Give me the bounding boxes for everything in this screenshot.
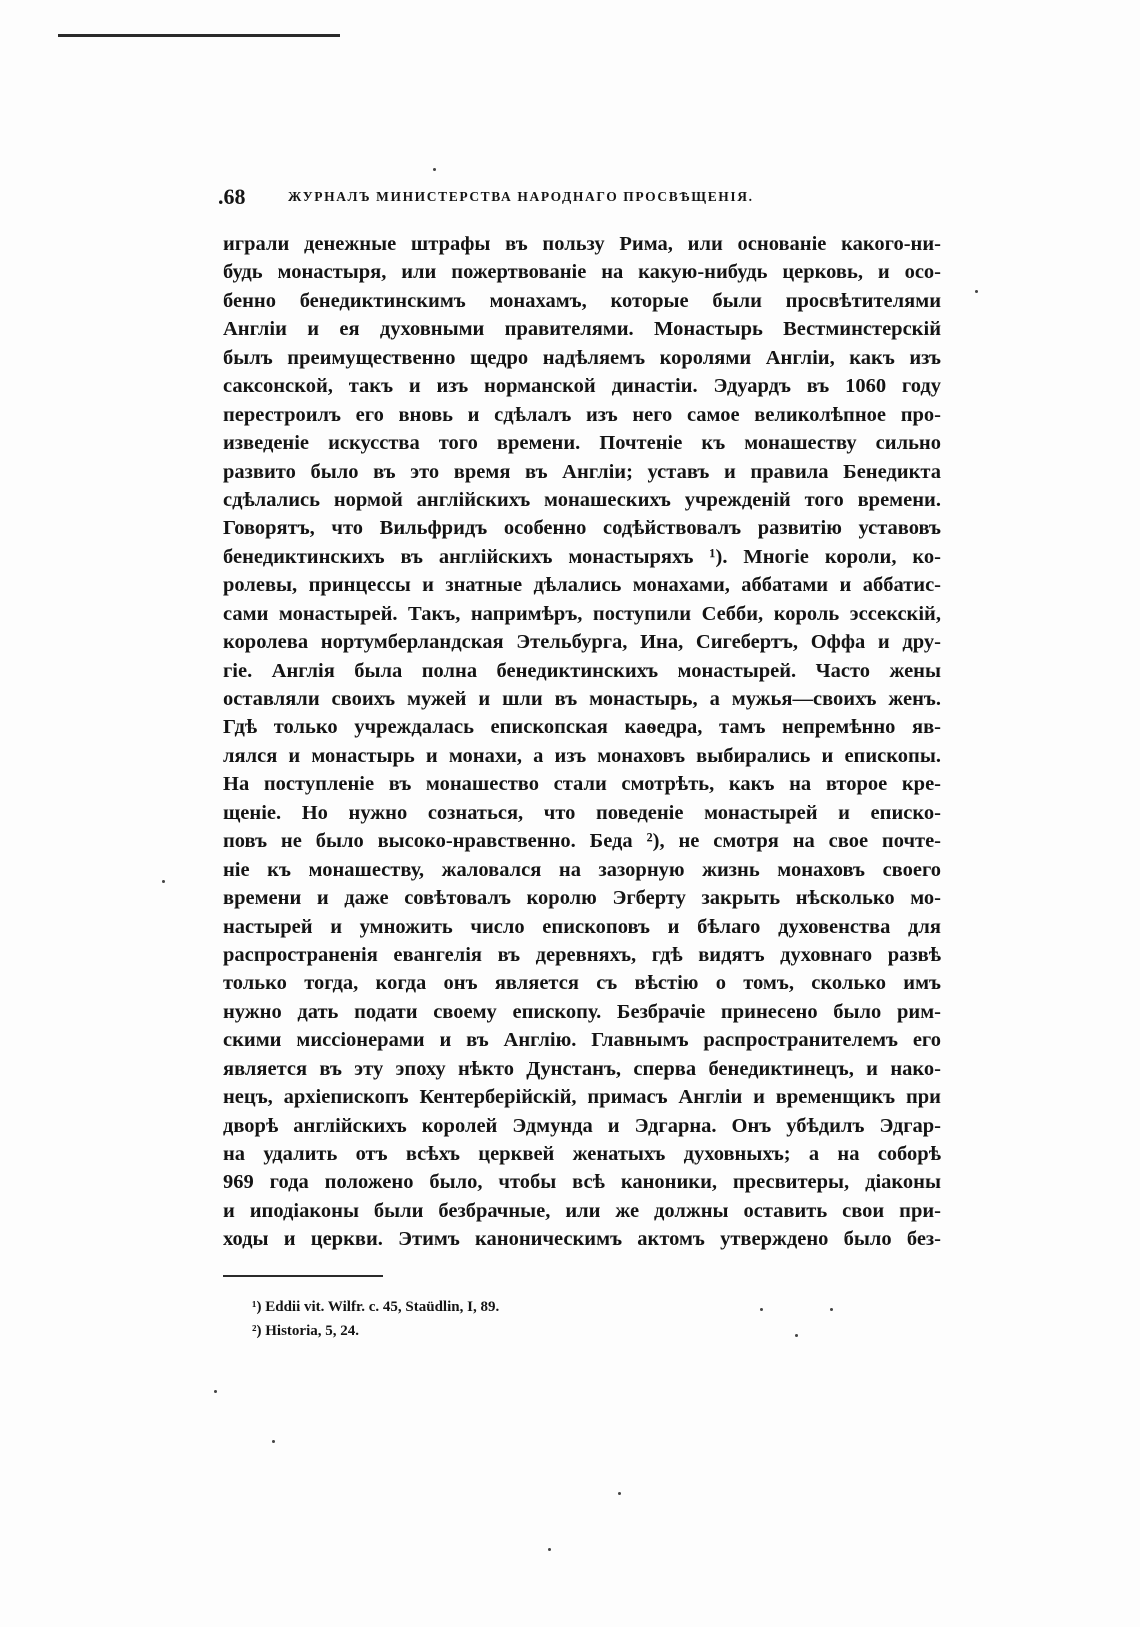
- text-line: оставляли своихъ мужей и шли въ монастырь, а мужья—своихъ женъ.: [223, 688, 941, 710]
- text-line: 969 года положено было, чтобы всѣ каноники, пресвитеры, діаконы: [223, 1171, 941, 1194]
- scan-speck: [618, 1492, 621, 1495]
- page-number: .68: [218, 184, 246, 209]
- text-line: Говорятъ, что Вильфридъ особенно содѣйствовалъ развитію уставовъ: [223, 517, 941, 540]
- scan-speck: [214, 1390, 217, 1393]
- journal-title: ЖУРНАЛЪ МИНИСТЕРСТВА НАРОДНАГО ПРОСВѢЩЕНІЯ.: [288, 189, 754, 204]
- text-line: перестроилъ его вновь и сдѣлалъ изъ него самое великолѣпное про-: [223, 403, 941, 426]
- footnote-1: ¹) Eddii vit. Wilfr. c. 45, Staüdlin, I, 89.: [252, 1299, 500, 1315]
- text-line: былъ преимущественно щедро надѣляемъ королями Англіи, какъ изъ: [223, 346, 941, 369]
- scan-speck: [433, 168, 436, 171]
- text-line: сдѣлались нормой англійскихъ монашескихъ учрежденій того времени.: [223, 488, 941, 511]
- text-line: скими миссіонерами и въ Англію. Главнымъ распространителемъ его: [223, 1029, 941, 1052]
- text-line: является въ эту эпоху нѣкто Дунстанъ, сперва бенедиктинецъ, и нако-: [223, 1057, 941, 1080]
- text-line: гіе. Англія была полна бенедиктинскихъ монастырей. Часто жены: [223, 659, 941, 682]
- text-line: ніе къ монашеству, жаловался на зазорную жизнь монаховъ своего: [223, 858, 941, 881]
- text-line: королева нортумберландская Этельбурга, Ина, Сигебертъ, Оффа и дру-: [223, 631, 941, 654]
- text-line: сами монастырей. Такъ, напримѣръ, поступили Себби, король эссекскій,: [223, 602, 941, 625]
- text-line: нужно дать подати своему епископу. Безбрачіе принесено было рим-: [223, 1000, 941, 1023]
- text-line: распространенія евангелія въ деревняхъ, гдѣ видятъ духовнаго развѣ: [223, 943, 941, 966]
- text-line: бенедиктинскихъ въ англійскихъ монастыряхъ ¹). Многіе короли, ко-: [223, 545, 941, 568]
- text-line: времени и даже совѣтовалъ королю Эгберту закрыть нѣсколько мо-: [223, 887, 941, 910]
- text-line: играли денежные штрафы въ пользу Рима, или основаніе какого-ни-: [223, 233, 941, 255]
- text-line: Гдѣ только учреждалась епископская каѳедра, тамъ непремѣнно яв-: [223, 716, 941, 739]
- text-line: настырей и умножить число епископовъ и бѣлаго духовенства для: [223, 915, 941, 938]
- text-line: нецъ, архіепископъ Кентерберійскій, примасъ Англіи и временщикъ при: [223, 1086, 941, 1109]
- scan-speck: [162, 880, 165, 883]
- text-line: На поступленіе въ монашество стали смотрѣть, какъ на второе кре-: [223, 773, 941, 796]
- body-text: [223, 230, 941, 1254]
- scan-edge-rule: [58, 34, 340, 37]
- text-line: повъ не было высоко-нравственно. Беда ²), не смотря на свое почте-: [223, 830, 941, 853]
- scan-speck: [975, 290, 978, 293]
- scan-speck: [830, 1308, 833, 1311]
- scan-speck: [795, 1334, 798, 1337]
- footnotes: [252, 1295, 752, 1343]
- text-line: изведеніе искусства того времени. Почтеніе къ монашеству сильно: [223, 432, 941, 455]
- scan-speck: [760, 1308, 763, 1311]
- text-line: развито было въ это время въ Англіи; уставъ и правила Бенедикта: [223, 460, 941, 483]
- text-line: ролевы, принцессы и знатные дѣлались монахами, аббатами и аббатис-: [223, 574, 941, 597]
- running-head: [218, 184, 838, 210]
- footnote-separator: [223, 1275, 383, 1277]
- text-line: и иподіаконы были безбрачные, или же должны оставить свои при-: [223, 1199, 941, 1222]
- scan-speck: [548, 1548, 551, 1551]
- text-line: Англіи и ея духовными правителями. Монастырь Вестминстерскій: [223, 318, 941, 341]
- text-line: ходы и церкви. Этимъ каноническимъ актомъ утверждено было без-: [223, 1228, 941, 1251]
- text-line: щеніе. Но нужно сознаться, что поведеніе монастырей и еписко-: [223, 801, 941, 824]
- text-line: на удалить отъ всѣхъ церквей женатыхъ духовныхъ; а на соборѣ: [223, 1143, 941, 1165]
- footnote-2: ²) Historia, 5, 24.: [252, 1323, 359, 1339]
- scan-speck: [272, 1440, 275, 1443]
- text-line: саксонской, такъ и изъ норманской династіи. Эдуардъ въ 1060 году: [223, 375, 941, 398]
- text-line: бенно бенедиктинскимъ монахамъ, которые были просвѣтителями: [223, 289, 941, 312]
- text-line: лялся и монастырь и монахи, а изъ монаховъ выбирались и епископы.: [223, 744, 941, 767]
- text-line: дворѣ англійскихъ королей Эдмунда и Эдгарна. Онъ убѣдилъ Эдгар-: [223, 1114, 941, 1137]
- text-line: только тогда, когда онъ является съ вѣстію о томъ, сколько имъ: [223, 972, 941, 995]
- text-line: будь монастыря, или пожертвованіе на какую-нибудь церковь, и осо-: [223, 261, 941, 284]
